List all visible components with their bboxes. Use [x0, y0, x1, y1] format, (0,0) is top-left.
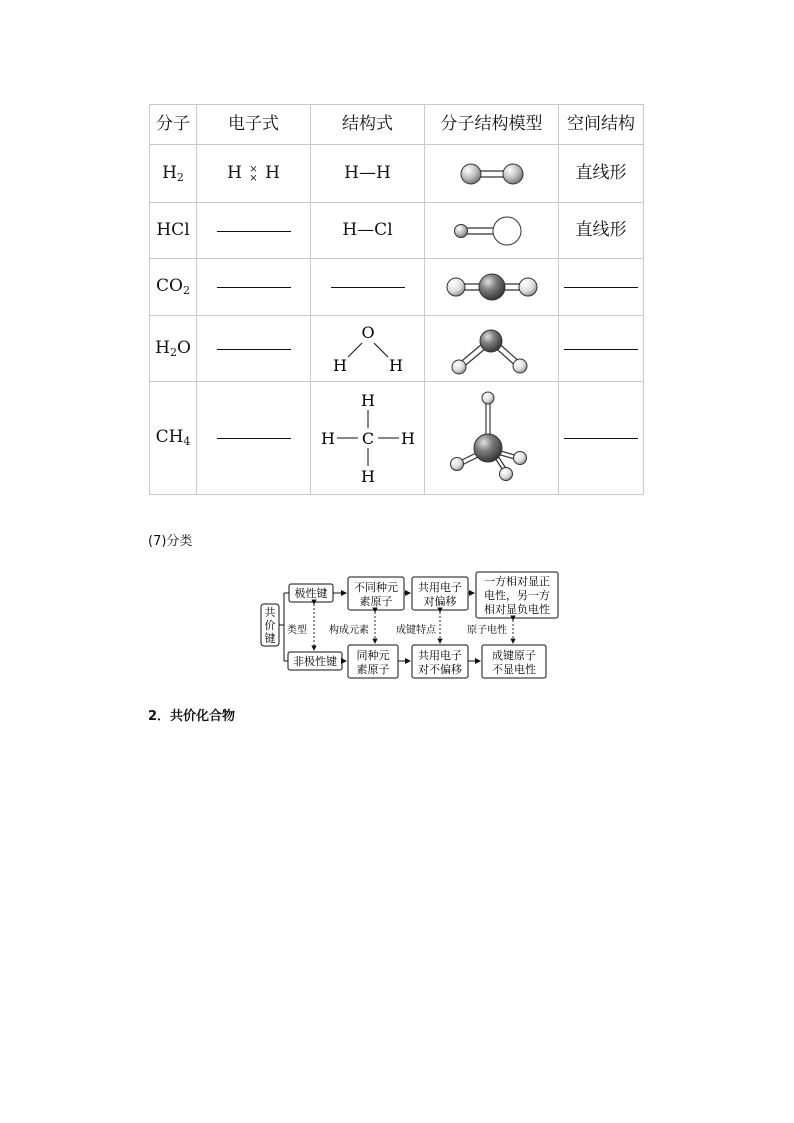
svg-text:构成元素: 构成元素 — [329, 625, 369, 636]
svg-text:电性，另一方: 电性，另一方 — [484, 589, 550, 602]
svg-text:O: O — [360, 322, 375, 342]
header-molecule: 分子 — [150, 105, 197, 145]
svg-text:非极性键: 非极性键 — [293, 655, 337, 668]
svg-text:类型: 类型 — [287, 625, 307, 636]
svg-text:共用电子: 共用电子 — [418, 649, 462, 662]
structural-formula-h2: H—H — [311, 145, 425, 203]
molecule-h2o: $H_2O$ — [150, 316, 197, 382]
svg-text:极性键: 极性键 — [294, 587, 328, 600]
table-row — [150, 382, 644, 495]
model-hcl — [425, 203, 559, 259]
header-shape: 空间结构 — [559, 105, 644, 145]
svg-text:H: H — [320, 429, 335, 448]
electron-formula-ch4-blank — [197, 382, 311, 495]
table-row — [150, 259, 644, 316]
electron-formula-h2: H × × H — [197, 145, 311, 203]
structural-formula-co2-blank — [311, 259, 425, 316]
h2o-ball-stick-model-icon — [442, 321, 542, 377]
header-model: 分子结构模型 — [425, 105, 559, 145]
molecule-h2: $H_2$ — [150, 145, 197, 203]
table-row — [150, 203, 644, 259]
model-h2o — [425, 316, 559, 382]
header-structural-formula: 结构式 — [311, 105, 425, 145]
table-row — [150, 145, 644, 203]
svg-text:相对显负电性: 相对显负电性 — [484, 603, 550, 616]
model-h2 — [425, 145, 559, 203]
structural-formula-hcl: H—Cl — [311, 203, 425, 259]
svg-text:C: C — [361, 429, 374, 448]
svg-text:不显电性: 不显电性 — [492, 663, 536, 676]
svg-text:共用电子: 共用电子 — [418, 581, 462, 594]
svg-text:键: 键 — [264, 632, 276, 645]
svg-text:素原子: 素原子 — [356, 663, 390, 676]
svg-text:成键原子: 成键原子 — [492, 649, 536, 662]
section-7-label: (7)分类 — [148, 534, 193, 549]
molecule-table — [149, 104, 644, 495]
section-2-heading: 2．共价化合物 — [148, 709, 236, 724]
co2-ball-stick-model-icon — [442, 267, 542, 307]
svg-text:H: H — [360, 391, 375, 410]
covalent-bond-classification-diagram — [255, 571, 565, 686]
svg-text:对不偏移: 对不偏移 — [418, 663, 462, 676]
h2-ball-stick-model-icon — [447, 154, 537, 194]
svg-text:素原子: 素原子 — [359, 595, 393, 608]
ch4-ball-stick-model-icon — [442, 386, 542, 490]
electron-formula-co2-blank — [197, 259, 311, 316]
svg-text:价: 价 — [264, 619, 276, 632]
svg-text:不同种元: 不同种元 — [354, 581, 398, 594]
ch4-structural-formula — [318, 388, 418, 488]
molecule-hcl: HCl — [150, 203, 197, 259]
structural-formula-ch4 — [311, 382, 425, 495]
svg-text:一方相对显正: 一方相对显正 — [484, 575, 550, 588]
molecule-ch4: $CH_4$ — [150, 382, 197, 495]
electron-formula-hcl-blank — [197, 203, 311, 259]
shape-h2o-blank — [559, 316, 644, 382]
model-ch4 — [425, 382, 559, 495]
svg-text:H: H — [388, 355, 403, 375]
molecule-co2: $CO_2$ — [150, 259, 197, 316]
shape-co2-blank — [559, 259, 644, 316]
table-header-row — [150, 105, 644, 145]
model-co2 — [425, 259, 559, 316]
shape-h2: 直线形 — [559, 145, 644, 203]
h2o-structural-formula — [323, 321, 413, 377]
svg-text:H: H — [360, 467, 375, 486]
svg-text:对偏移: 对偏移 — [423, 595, 457, 608]
shape-ch4-blank — [559, 382, 644, 495]
svg-text:共: 共 — [264, 606, 276, 619]
shape-hcl: 直线形 — [559, 203, 644, 259]
svg-text:H: H — [332, 355, 347, 375]
hcl-ball-stick-model-icon — [447, 211, 537, 251]
svg-text:原子电性: 原子电性 — [467, 625, 507, 636]
svg-text:H: H — [400, 429, 415, 448]
electron-formula-h2o-blank — [197, 316, 311, 382]
svg-text:同种元: 同种元 — [356, 649, 390, 662]
svg-text:成键特点: 成键特点 — [396, 625, 436, 636]
table-row — [150, 316, 644, 382]
header-electron-formula: 电子式 — [197, 105, 311, 145]
structural-formula-h2o — [311, 316, 425, 382]
